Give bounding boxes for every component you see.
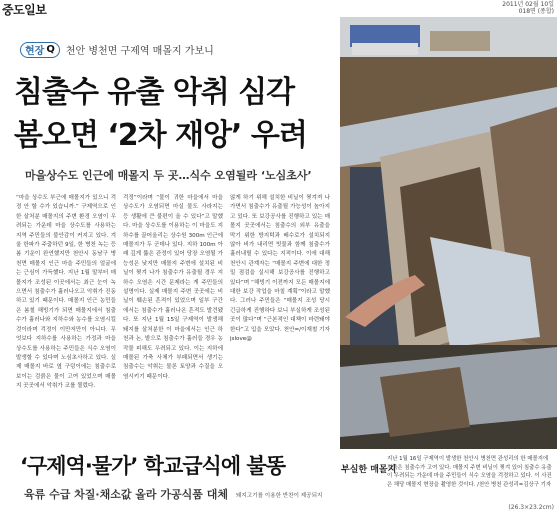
burial-site-illustration: [340, 17, 557, 449]
issue-page-line: 018면 (종합): [518, 8, 554, 15]
burial-site-photo: [340, 17, 557, 449]
photo-caption-text: 지난 1월 16일 구제역이 발생한 천안시 병천면 관성리의 한 매몰지에 검붉은 침출수가 고여 있다. 매몰지 주변 비닐이 찢겨 있어 침출수 유출이 우려되는 가운데 마을 주민들이 식수 오염을 걱정하고 있다. 이 사진은 해당 매몰지 현장을 촬영한 것이다. /천안 병천 관성리=김상구 기자: [387, 456, 552, 488]
second-article-subhead: 육류 수급 차질·채소값 올라 가공식품 대체: [24, 488, 228, 501]
main-article: [0, 17, 338, 449]
second-article-headline: ‘구제역·물가’ 학교급식에 불똥: [20, 454, 285, 478]
kicker-title: 천안 병천면 구제역 매몰지 가보니: [65, 46, 214, 57]
subheadline: 마을상수도 인근에 매몰지 두 곳…식수 오염될라 ‘노심초사’: [25, 169, 312, 182]
kicker-q-icon: Q: [46, 44, 55, 55]
body-column-2: 걱정”이라며 “물이 귀한 마을에서 마을 상수도가 오염되면 마실 물도 사라지는 등 생활에 큰 불편이 올 수 있다”고 말했다. 마을 상수도를 이용하는 이 마을도 지하수를 끌어올리는 상수원 300m 인근에 매몰지가 두 군데나 있다. 지하 100m 아래 깊게 뚫은 관정이 있어 당장 오염될 가능성은 낮지만 매몰지 주변에 설치된 비닐이 찢겨 나가 침출수가 유출될 경우 지하수 오염은 시간 문제라는 게 주민들의 설명이다. 실제 매몰지 주변 곳곳에는 비닐이 훼손된 흔적이 있었으며 일부 구간에서는 침출수가 흘러나온 흔적도 발견됐다. 또 지난 1월 15일 구제역이 발생해 돼지를 살처분한 이 마을에서는 인근 하천과 논, 밭으로 침출수가 흘러들 경우 농작물 피해도 우려되고 있다. 이는 지하에 매몰된 가축 사체가 부패되면서 생기는 침출수는 악취는 물론 토양과 수질을 오염시키기 때문이다.: [123, 195, 223, 380]
body-column-3: 않게 하기 위해 설치한 비닐이 찢겨져 나가면서 침출수가 유출될 가능성이 높아지고 있다. 또 보강공사를 진행하고 있는 매몰지 곳곳에서는 침출수의 외부 유출을 막기 위한 방지턱과 배수로가 설치되지 않아 비가 내리면 빗물과 함께 침출수가 흘러내릴 수 있다는 지적이다. 이에 대해 천안시 관계자는 “매몰지 주변에 대한 정밀 점검을 실시해 보강공사를 진행하고 있다”며 “해빙기 이전까지 모든 매몰지에 대한 보강 작업을 마칠 계획”이라고 말했다. 그러나 주민들은 “매몰지 조성 당시 긴급하게 진행하다 보니 부실하게 조성된 곳이 많다”며 “근본적인 대책이 마련돼야 한다”고 입을 모았다. 천안=/이재철 기자 jslove@: [230, 195, 330, 343]
issue-date-line: 2011년 02월 10일: [502, 1, 554, 8]
kicker-badge: [20, 42, 60, 58]
masthead: [0, 0, 557, 17]
clipping-size: (26.3×23.2cm): [508, 504, 554, 511]
second-article-snippet: 돼지고기를 이용한 반찬이 제공되지: [236, 493, 323, 499]
headline-line-2: 봄오면 ‘2차 재앙’ 우려: [14, 118, 307, 153]
photo-building-wall: [352, 43, 418, 55]
issue-date: [502, 1, 554, 15]
kicker-badge-text: 현장: [25, 46, 45, 57]
headline-line-1: 침출수 유출 악취 심각: [14, 75, 295, 110]
newspaper-name: 중도일보: [2, 3, 47, 17]
photo-building-2: [430, 31, 490, 51]
body-column-1: “마을 상수도 부근에 매몰지가 있으니 걱정 안 할 수가 있습니까.” 구제역으로 인한 살처분 매몰지의 주변 환경 오염이 우려되는 가운데 마을 상수도를 사용하는 지역 주민들의 불안감이 커지고 있다. 겨울 한파가 주춤하던 9일, 한 병천 녹는 등 봄 기운이 완연했지만 천안시 동남구 병천면 매몰지 인근 마을 주민들의 얼굴에는 근심이 가득했다. 지난 1월 말부터 매몰지가 조성된 이곳에서는 최근 눈이 녹으면서 침출수가 흘러나오고 악취가 진동하고 있기 때문이다. 매몰지 인근 농민들은 봄철 해빙기가 되면 매몰지에서 침출수가 흘러나와 지하수와 농수를 오염시킬 것이라며 걱정이 이만저만이 아니다. 무엇보다 지하수를 사용하는 가정과 마을 상수도를 사용하는 주민들은 식수 오염이 발생할 수 있다며 노심초사하고 있다. 실제 매몰지 바로 옆 구덩이에는 침출수로 보이는 검붉은 물이 고여 있었으며 매몰지 곳곳에서 악취가 코를 찔렀다.: [16, 195, 116, 390]
photo-lower-soil: [380, 367, 470, 437]
photo-caption-label: 부실한 매몰지: [341, 465, 397, 475]
kicker: [20, 41, 214, 58]
article-body: [8, 194, 334, 422]
